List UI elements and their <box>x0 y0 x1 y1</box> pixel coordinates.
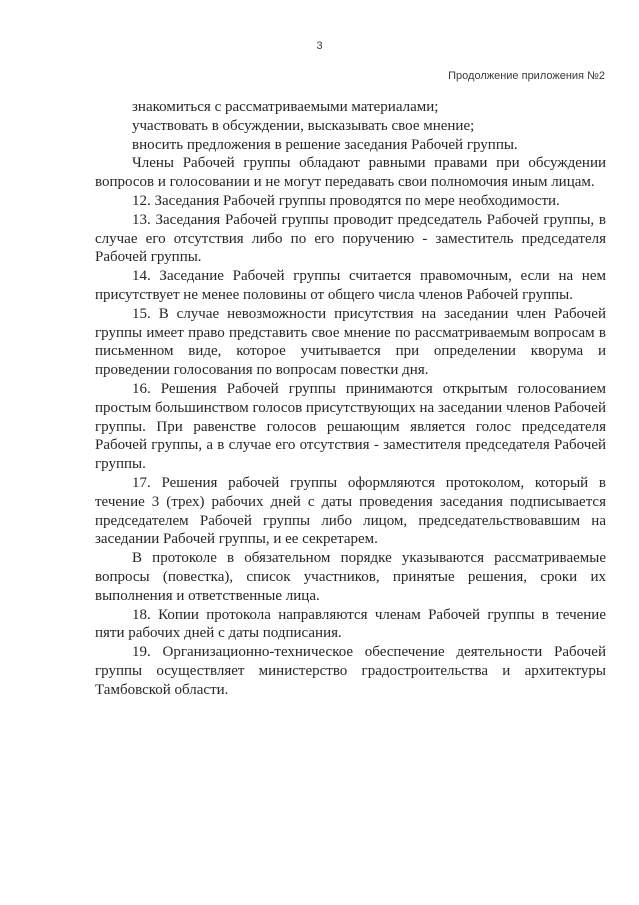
paragraph-clause-16: 16. Решения Рабочей группы принимаются открытым голосованием простым большинством голосов присутствующих на заседании членов Рабочей группы. При равенстве голосов решающим является голос председателя Рабочей группы, а в случае его отсутствия - заместителя председателя Рабочей группы. <box>95 380 606 473</box>
paragraph-clause-19: 19. Организационно-техническое обеспечение деятельности Рабочей группы осуществляет министерство градостроительства и архитектуры Тамбовской области. <box>95 644 606 698</box>
paragraph-clause-15: 15. В случае невозможности присутствия на заседании член Рабочей группы имеет право представить свое мнение по рассматриваемым вопросам в письменном виде, которое учитывается при определении кворума и проведении голосования по вопросам повестки дня. <box>95 305 606 379</box>
paragraph-clause-13: 13. Заседания Рабочей группы проводит председатель Рабочей группы, в случае его отсутствия либо по его поручению - заместитель председателя Рабочей группы. <box>95 211 606 266</box>
paragraph-list-item-review-materials: знакомиться с рассматриваемыми материалами; <box>132 99 439 115</box>
paragraph-list-item-discussion: участвовать в обсуждении, высказывать свое мнение; <box>132 117 475 134</box>
appendix-continuation-header: Продолжение приложения №2 <box>448 70 605 82</box>
page-number: 3 <box>316 40 323 52</box>
paragraph-clause-12: 12. Заседания Рабочей группы проводятся по мере необходимости. <box>132 192 560 209</box>
paragraph-list-item-proposals: вносить предложения в решение заседания Рабочей группы. <box>132 136 518 153</box>
paragraph-protocol-contents: В протоколе в обязательном порядке указываются рассматриваемые вопросы (повестка), список участников, принятые решения, сроки их выполнения и ответственные лица. <box>95 550 606 604</box>
paragraph-clause-18: 18. Копии протокола направляются членам Рабочей группы в течение пяти рабочих дней с даты подписания. <box>95 606 606 642</box>
paragraph-clause-17: 17. Решения рабочей группы оформляются протоколом, который в течение 3 (трех) рабочих дней с даты проведения заседания подписывается председателем Рабочей группы либо лицом, председательствовавшим на заседании Рабочей группы, и ее секретарем. <box>95 474 606 548</box>
paragraph-clause-14: 14. Заседание Рабочей группы считается правомочным, если на нем присутствует не менее половины от общего числа членов Рабочей группы. <box>95 268 606 303</box>
document-body <box>95 98 606 700</box>
paragraph-equal-rights: Члены Рабочей группы обладают равными правами при обсуждении вопросов и голосовании и не могут передавать свои полномочия иным лицам. <box>95 155 606 191</box>
